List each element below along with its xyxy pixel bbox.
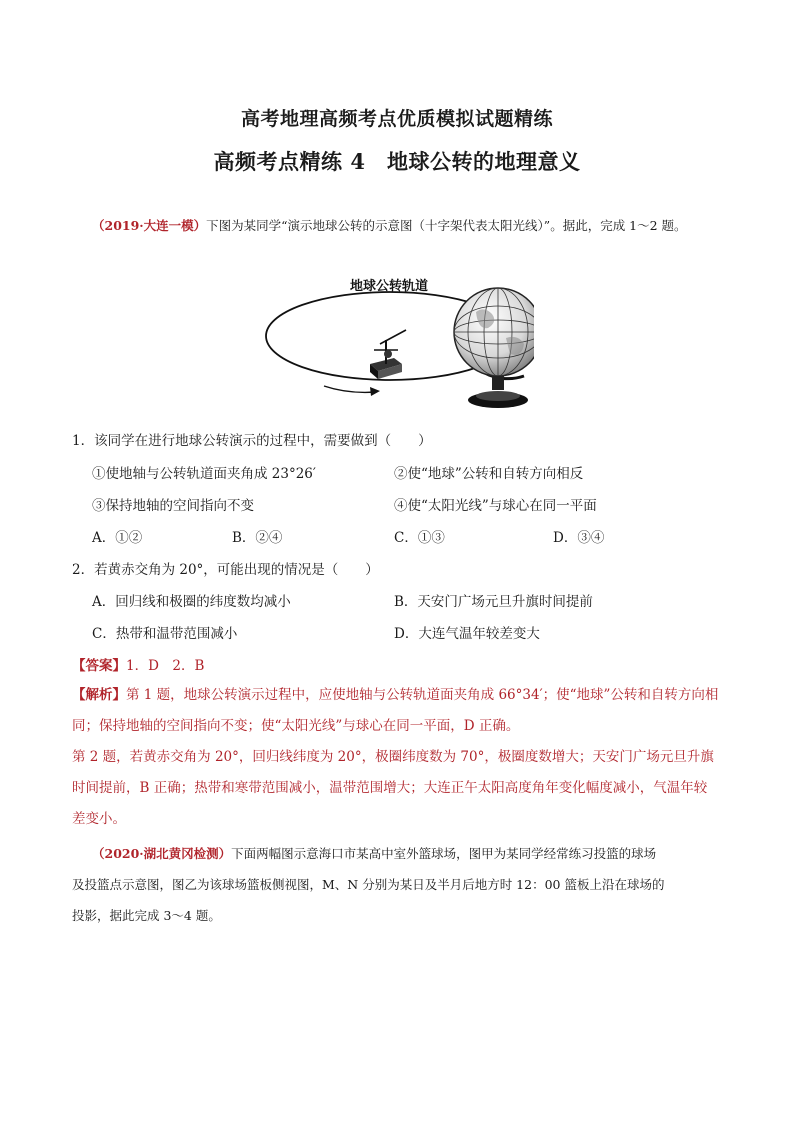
analysis-line-1: 【解析】第 1 题，地球公转演示过程中，应使地轴与公转轨道面夹角成 66°34′；使“地球”公转和自转方向相 xyxy=(72,687,719,703)
passage-2-line-1: （2020·湖北黄冈检测）下面两幅图示意海口市某高中室外篮球场，图甲为某同学经常练习投篮的球场 xyxy=(92,846,657,861)
question-1-statement-4: ④使“太阳光线”与球心在同一平面 xyxy=(394,498,597,514)
analysis-line-4: 时间提前，B 正确；热带和寒带范围减小，温带范围增大；大连正午太阳高度角年变化幅度减小，气温年较 xyxy=(72,780,708,796)
direction-arrow xyxy=(324,386,380,396)
globe-on-stand xyxy=(454,288,534,408)
question-1-choice-b: B．②④ xyxy=(232,530,283,546)
analysis-tag: 【解析】 xyxy=(72,687,126,703)
question-2-choice-d: D．大连气温年较差变大 xyxy=(394,626,540,642)
question-1-statement-3: ③保持地轴的空间指向不变 xyxy=(92,498,254,514)
figure-label: 地球公转轨道 xyxy=(350,279,429,294)
passage-1-source: （2019·大连一模） xyxy=(92,218,207,233)
passage-2-line-2: 及投篮点示意图，图乙为该球场篮板侧视图，M、N 分别为某日及半月后地方时 12：00 篮板上沿在球场的 xyxy=(72,877,665,892)
question-2-choice-b: B．天安门广场元旦升旗时间提前 xyxy=(394,594,593,610)
analysis-block xyxy=(72,680,726,835)
question-1-stem: 1．该同学在进行地球公转演示的过程中，需要做到（ ） xyxy=(72,433,432,449)
passage-2-line-3: 投影，据此完成 3～4 题。 xyxy=(72,908,221,923)
passage-2 xyxy=(72,838,724,931)
question-1-choice-d: D．③④ xyxy=(553,530,605,546)
earth-orbit-figure xyxy=(262,268,534,418)
document-subtitle: 高频考点精练 4 地球公转的地理意义 xyxy=(213,149,581,174)
analysis-line-2: 同；保持地轴的空间指向不变；使“太阳光线”与球心在同一平面，D 正确。 xyxy=(72,718,520,734)
document-title: 高考地理高频考点优质模拟试题精练 xyxy=(240,108,553,130)
analysis-line-3: 第 2 题，若黄赤交角为 20°，回归线纬度为 20°，极圈纬度数为 70°，极圈度数增大；天安门广场元旦升旗 xyxy=(72,749,714,765)
passage-1 xyxy=(72,210,724,241)
answer-tag: 【答案】 xyxy=(72,658,126,674)
answer-line xyxy=(72,654,204,674)
analysis-line-5: 差变小。 xyxy=(72,811,126,827)
question-2-choice-a: A．回归线和极圈的纬度数均减小 xyxy=(92,594,291,610)
question-1-statement-1: ①使地轴与公转轨道面夹角成 23°26′ xyxy=(92,466,316,482)
question-1-statement-2: ②使“地球”公转和自转方向相反 xyxy=(394,466,584,482)
sun-rays-cross-model xyxy=(370,330,406,379)
question-1-choice-a: A．①② xyxy=(92,530,143,546)
question-2-choice-c: C．热带和温带范围减小 xyxy=(92,626,238,642)
passage-1-text: 下图为某同学“演示地球公转的示意图（十字架代表太阳光线）”。据此，完成 1～2 题。 xyxy=(206,218,687,233)
question-1-choice-c: C．①③ xyxy=(394,530,445,546)
passage-2-source: （2020·湖北黄冈检测） xyxy=(92,846,232,861)
question-2-stem: 2．若黄赤交角为 20°，可能出现的情况是（ ） xyxy=(72,562,379,578)
answer-text: 1．D 2．B xyxy=(126,658,205,674)
